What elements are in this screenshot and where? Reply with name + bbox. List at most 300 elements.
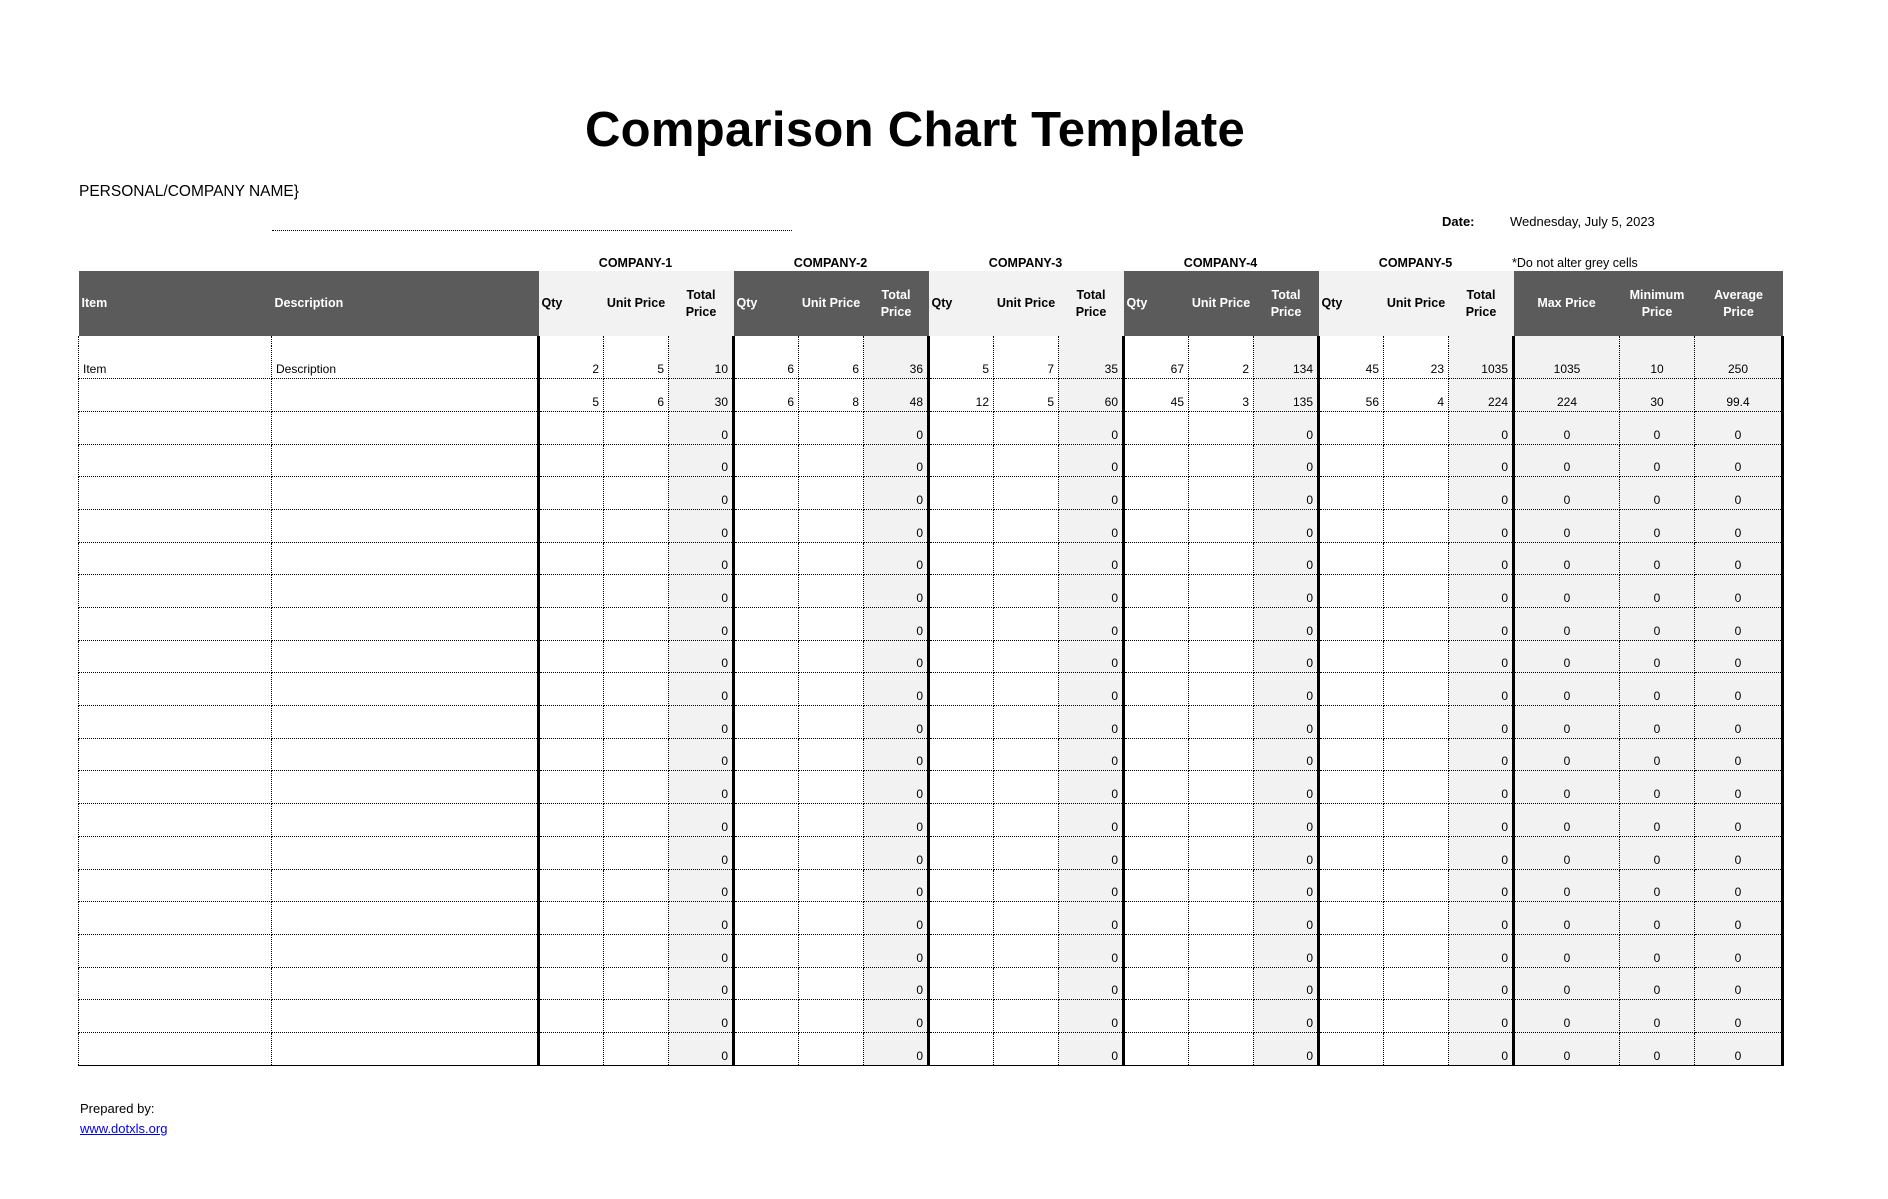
qty-cell[interactable] (1124, 771, 1189, 804)
description-cell[interactable] (272, 869, 539, 902)
total-price-cell: 0 (1059, 673, 1124, 706)
qty-cell[interactable] (929, 836, 994, 869)
item-cell[interactable] (79, 477, 272, 510)
unit-price-cell[interactable]: 5 (604, 346, 669, 379)
minimum-price-cell: 0 (1620, 444, 1695, 477)
qty-cell[interactable] (539, 640, 604, 673)
qty-cell[interactable] (539, 804, 604, 837)
qty-cell[interactable] (1319, 934, 1384, 967)
description-cell[interactable] (272, 379, 539, 412)
qty-cell[interactable] (1124, 902, 1189, 935)
qty-cell[interactable] (734, 1032, 799, 1065)
qty-cell[interactable] (1124, 706, 1189, 739)
item-cell[interactable] (79, 934, 272, 967)
unit-price-cell[interactable] (604, 902, 669, 935)
unit-price-cell[interactable] (1189, 804, 1254, 837)
date-value[interactable]: Wednesday, July 5, 2023 (1510, 214, 1655, 229)
qty-cell[interactable] (929, 869, 994, 902)
qty-cell[interactable] (734, 771, 799, 804)
unit-price-cell[interactable] (1189, 542, 1254, 575)
description-cell[interactable] (272, 673, 539, 706)
qty-cell[interactable] (734, 640, 799, 673)
unit-price-cell[interactable] (604, 444, 669, 477)
unit-price-cell[interactable] (994, 575, 1059, 608)
unit-price-cell[interactable] (604, 706, 669, 739)
table-row (79, 346, 1783, 379)
unit-price-cell[interactable] (799, 1000, 864, 1033)
max-price-cell: 0 (1514, 804, 1620, 837)
item-cell[interactable] (79, 608, 272, 641)
qty-cell[interactable] (734, 477, 799, 510)
unit-price-cell[interactable] (604, 967, 669, 1000)
unit-price-cell[interactable]: 3 (1189, 379, 1254, 412)
item-cell[interactable] (79, 706, 272, 739)
unit-price-cell[interactable] (1189, 1000, 1254, 1033)
unit-price-cell[interactable] (1384, 640, 1449, 673)
qty-cell[interactable] (1319, 1000, 1384, 1033)
item-cell[interactable] (79, 411, 272, 444)
total-price-cell: 0 (1254, 706, 1319, 739)
unit-price-cell[interactable] (1384, 902, 1449, 935)
unit-price-cell[interactable] (604, 869, 669, 902)
qty-cell[interactable] (929, 804, 994, 837)
unit-price-cell[interactable] (604, 1000, 669, 1033)
max-price-cell: 0 (1514, 477, 1620, 510)
minimum-price-cell: 0 (1620, 1032, 1695, 1065)
item-cell[interactable] (79, 836, 272, 869)
qty-cell[interactable] (539, 608, 604, 641)
unit-price-cell[interactable] (799, 411, 864, 444)
total-price-cell: 0 (669, 411, 734, 444)
qty-cell[interactable] (1124, 1000, 1189, 1033)
qty-cell[interactable] (539, 869, 604, 902)
header-qty-2: Qty (734, 271, 799, 336)
unit-price-cell[interactable] (1189, 477, 1254, 510)
total-price-cell: 0 (1449, 575, 1514, 608)
average-price-cell: 0 (1695, 804, 1783, 837)
qty-cell[interactable] (539, 411, 604, 444)
qty-cell[interactable] (539, 1000, 604, 1033)
qty-cell[interactable]: 6 (734, 346, 799, 379)
unit-price-cell[interactable] (799, 738, 864, 771)
qty-cell[interactable] (929, 1000, 994, 1033)
unit-price-cell[interactable] (1384, 771, 1449, 804)
qty-cell[interactable] (929, 411, 994, 444)
item-cell[interactable] (79, 738, 272, 771)
unit-price-cell[interactable] (799, 673, 864, 706)
qty-cell[interactable] (734, 575, 799, 608)
unit-price-cell[interactable] (799, 1032, 864, 1065)
unit-price-cell[interactable] (799, 542, 864, 575)
qty-cell[interactable] (734, 411, 799, 444)
unit-price-cell[interactable] (799, 509, 864, 542)
description-cell[interactable] (272, 836, 539, 869)
qty-cell[interactable] (1319, 509, 1384, 542)
qty-cell[interactable] (929, 902, 994, 935)
unit-price-cell[interactable] (799, 706, 864, 739)
unit-price-cell[interactable] (994, 411, 1059, 444)
qty-cell[interactable] (1319, 706, 1384, 739)
unit-price-cell[interactable] (994, 509, 1059, 542)
unit-price-cell[interactable] (994, 804, 1059, 837)
unit-price-cell[interactable]: 8 (799, 379, 864, 412)
qty-cell[interactable] (1124, 934, 1189, 967)
item-cell[interactable] (79, 902, 272, 935)
unit-price-cell[interactable] (1189, 902, 1254, 935)
qty-cell[interactable] (929, 1032, 994, 1065)
unit-price-cell[interactable] (1384, 411, 1449, 444)
description-cell[interactable] (272, 1000, 539, 1033)
qty-cell[interactable] (1319, 575, 1384, 608)
unit-price-cell[interactable] (799, 608, 864, 641)
qty-cell[interactable] (539, 934, 604, 967)
qty-cell[interactable] (1124, 411, 1189, 444)
description-cell[interactable] (272, 738, 539, 771)
unit-price-cell[interactable] (799, 836, 864, 869)
qty-cell[interactable] (734, 738, 799, 771)
unit-price-cell[interactable] (1384, 509, 1449, 542)
unit-price-cell[interactable] (799, 967, 864, 1000)
qty-cell[interactable] (1319, 673, 1384, 706)
unit-price-cell[interactable] (604, 608, 669, 641)
unit-price-cell[interactable] (994, 1032, 1059, 1065)
unit-price-cell[interactable] (1189, 575, 1254, 608)
qty-cell[interactable] (539, 1032, 604, 1065)
qty-cell[interactable] (734, 804, 799, 837)
qty-cell[interactable]: 6 (734, 379, 799, 412)
qty-cell[interactable] (929, 673, 994, 706)
unit-price-cell[interactable] (799, 640, 864, 673)
max-price-cell: 1035 (1514, 346, 1620, 379)
qty-cell[interactable] (1124, 640, 1189, 673)
item-cell[interactable] (79, 1000, 272, 1033)
unit-price-cell[interactable] (1384, 542, 1449, 575)
qty-cell[interactable]: 45 (1319, 346, 1384, 379)
description-cell[interactable] (272, 771, 539, 804)
unit-price-cell[interactable] (994, 477, 1059, 510)
total-price-cell: 0 (1254, 1032, 1319, 1065)
qty-cell[interactable] (734, 673, 799, 706)
qty-cell[interactable] (929, 738, 994, 771)
total-price-cell: 0 (864, 608, 929, 641)
unit-price-cell[interactable] (604, 836, 669, 869)
unit-price-cell[interactable] (994, 902, 1059, 935)
qty-cell[interactable] (1124, 869, 1189, 902)
unit-price-cell[interactable] (1384, 575, 1449, 608)
unit-price-cell[interactable] (604, 804, 669, 837)
qty-cell[interactable] (929, 575, 994, 608)
description-cell[interactable] (272, 477, 539, 510)
unit-price-cell[interactable] (604, 771, 669, 804)
qty-cell[interactable] (1124, 967, 1189, 1000)
qty-cell[interactable] (539, 706, 604, 739)
unit-price-cell[interactable] (1189, 1032, 1254, 1065)
unit-price-cell[interactable] (994, 934, 1059, 967)
average-price-cell: 0 (1695, 477, 1783, 510)
qty-cell[interactable] (734, 542, 799, 575)
qty-cell[interactable] (539, 477, 604, 510)
item-cell[interactable] (79, 673, 272, 706)
qty-cell[interactable] (539, 902, 604, 935)
unit-price-cell[interactable] (994, 967, 1059, 1000)
qty-cell[interactable] (539, 673, 604, 706)
item-cell[interactable] (79, 804, 272, 837)
description-cell[interactable] (272, 1032, 539, 1065)
item-cell[interactable] (79, 1032, 272, 1065)
qty-cell[interactable]: 67 (1124, 346, 1189, 379)
qty-cell[interactable] (539, 836, 604, 869)
qty-cell[interactable] (929, 640, 994, 673)
description-cell[interactable] (272, 542, 539, 575)
item-cell[interactable] (79, 575, 272, 608)
qty-cell[interactable] (929, 444, 994, 477)
unit-price-cell[interactable] (1189, 967, 1254, 1000)
qty-cell[interactable] (734, 902, 799, 935)
unit-price-cell[interactable]: 23 (1384, 346, 1449, 379)
qty-cell[interactable] (1124, 444, 1189, 477)
qty-cell[interactable] (1124, 1032, 1189, 1065)
description-cell[interactable]: Description (272, 346, 539, 379)
qty-cell[interactable] (929, 509, 994, 542)
qty-cell[interactable] (1319, 1032, 1384, 1065)
qty-cell[interactable] (929, 934, 994, 967)
unit-price-cell[interactable] (604, 542, 669, 575)
unit-price-cell[interactable]: 2 (1189, 346, 1254, 379)
unit-price-cell[interactable] (604, 673, 669, 706)
unit-price-cell[interactable] (1384, 804, 1449, 837)
unit-price-cell[interactable] (1189, 771, 1254, 804)
qty-cell[interactable] (1124, 608, 1189, 641)
qty-cell[interactable] (1319, 738, 1384, 771)
unit-price-cell[interactable] (994, 706, 1059, 739)
minimum-price-cell: 0 (1620, 640, 1695, 673)
unit-price-cell[interactable] (1384, 673, 1449, 706)
total-price-cell: 0 (864, 411, 929, 444)
unit-price-cell[interactable]: 6 (799, 346, 864, 379)
header-unit-price-5: Unit Price (1384, 271, 1449, 336)
minimum-price-cell: 0 (1620, 1000, 1695, 1033)
unit-price-cell[interactable] (604, 640, 669, 673)
qty-cell[interactable] (1319, 771, 1384, 804)
qty-cell[interactable] (539, 575, 604, 608)
unit-price-cell[interactable] (994, 444, 1059, 477)
qty-cell[interactable] (539, 542, 604, 575)
qty-cell[interactable] (539, 967, 604, 1000)
unit-price-cell[interactable] (604, 738, 669, 771)
description-cell[interactable] (272, 706, 539, 739)
qty-cell[interactable]: 2 (539, 346, 604, 379)
unit-price-cell[interactable] (994, 673, 1059, 706)
unit-price-cell[interactable] (994, 1000, 1059, 1033)
qty-cell[interactable] (1319, 542, 1384, 575)
qty-cell[interactable] (1319, 967, 1384, 1000)
unit-price-cell[interactable] (799, 771, 864, 804)
description-cell[interactable] (272, 640, 539, 673)
qty-cell[interactable] (1319, 836, 1384, 869)
unit-price-cell[interactable] (799, 575, 864, 608)
unit-price-cell[interactable] (1384, 444, 1449, 477)
unit-price-cell[interactable] (799, 934, 864, 967)
unit-price-cell[interactable]: 4 (1384, 379, 1449, 412)
unit-price-cell[interactable] (1189, 836, 1254, 869)
qty-cell[interactable]: 45 (1124, 379, 1189, 412)
unit-price-cell[interactable] (1384, 706, 1449, 739)
item-cell[interactable] (79, 542, 272, 575)
unit-price-cell[interactable] (1384, 836, 1449, 869)
unit-price-cell[interactable]: 5 (994, 379, 1059, 412)
qty-cell[interactable]: 5 (539, 379, 604, 412)
total-price-cell: 0 (1059, 509, 1124, 542)
unit-price-cell[interactable] (1189, 934, 1254, 967)
qty-cell[interactable] (734, 509, 799, 542)
unit-price-cell[interactable] (604, 575, 669, 608)
qty-cell[interactable] (734, 869, 799, 902)
unit-price-cell[interactable] (1384, 477, 1449, 510)
unit-price-cell[interactable] (1384, 869, 1449, 902)
unit-price-cell[interactable] (994, 771, 1059, 804)
description-cell[interactable] (272, 411, 539, 444)
qty-cell[interactable] (734, 1000, 799, 1033)
unit-price-cell[interactable] (1384, 967, 1449, 1000)
qty-cell[interactable]: 56 (1319, 379, 1384, 412)
qty-cell[interactable] (1124, 804, 1189, 837)
unit-price-cell[interactable] (1189, 444, 1254, 477)
website-link[interactable]: www.dotxls.org (80, 1121, 168, 1136)
unit-price-cell[interactable] (604, 509, 669, 542)
item-cell[interactable] (79, 771, 272, 804)
qty-cell[interactable] (1124, 738, 1189, 771)
qty-cell[interactable] (539, 444, 604, 477)
unit-price-cell[interactable] (994, 608, 1059, 641)
qty-cell[interactable] (539, 509, 604, 542)
qty-cell[interactable] (1319, 608, 1384, 641)
max-price-cell: 0 (1514, 902, 1620, 935)
description-cell[interactable] (272, 967, 539, 1000)
unit-price-cell[interactable] (1384, 738, 1449, 771)
qty-cell[interactable] (1124, 509, 1189, 542)
total-price-cell: 0 (864, 509, 929, 542)
total-price-cell: 0 (1449, 1032, 1514, 1065)
unit-price-cell[interactable] (994, 836, 1059, 869)
qty-cell[interactable]: 5 (929, 346, 994, 379)
qty-cell[interactable] (929, 608, 994, 641)
unit-price-cell[interactable] (799, 444, 864, 477)
unit-price-cell[interactable] (799, 804, 864, 837)
total-price-cell: 0 (1254, 1000, 1319, 1033)
item-cell[interactable] (79, 967, 272, 1000)
description-cell[interactable] (272, 575, 539, 608)
qty-cell[interactable] (929, 706, 994, 739)
unit-price-cell[interactable] (604, 411, 669, 444)
qty-cell[interactable] (539, 771, 604, 804)
item-cell[interactable] (79, 379, 272, 412)
unit-price-cell[interactable] (604, 477, 669, 510)
description-cell[interactable] (272, 804, 539, 837)
qty-cell[interactable] (929, 771, 994, 804)
qty-cell[interactable] (1319, 902, 1384, 935)
description-cell[interactable] (272, 509, 539, 542)
description-cell[interactable] (272, 902, 539, 935)
item-cell[interactable] (79, 640, 272, 673)
qty-cell[interactable] (1124, 673, 1189, 706)
unit-price-cell[interactable] (1189, 608, 1254, 641)
qty-cell[interactable] (734, 444, 799, 477)
qty-cell[interactable] (539, 738, 604, 771)
unit-price-cell[interactable]: 6 (604, 379, 669, 412)
unit-price-cell[interactable] (1189, 738, 1254, 771)
minimum-price-cell: 0 (1620, 967, 1695, 1000)
qty-cell[interactable] (1319, 640, 1384, 673)
qty-cell[interactable] (1319, 477, 1384, 510)
unit-price-cell[interactable] (799, 869, 864, 902)
unit-price-cell[interactable] (604, 1032, 669, 1065)
qty-cell[interactable] (1124, 836, 1189, 869)
unit-price-cell[interactable] (994, 738, 1059, 771)
qty-cell[interactable] (734, 608, 799, 641)
qty-cell[interactable] (734, 706, 799, 739)
description-cell[interactable] (272, 444, 539, 477)
description-cell[interactable] (272, 934, 539, 967)
qty-cell[interactable]: 12 (929, 379, 994, 412)
item-cell[interactable] (79, 869, 272, 902)
total-price-cell: 0 (1449, 738, 1514, 771)
unit-price-cell[interactable] (994, 542, 1059, 575)
item-cell[interactable] (79, 444, 272, 477)
qty-cell[interactable] (1319, 411, 1384, 444)
item-cell[interactable] (79, 509, 272, 542)
qty-cell[interactable] (1319, 804, 1384, 837)
unit-price-cell[interactable] (1384, 1032, 1449, 1065)
total-price-cell: 0 (669, 967, 734, 1000)
table-row (79, 869, 1783, 902)
unit-price-cell[interactable] (799, 902, 864, 935)
table-row (79, 575, 1783, 608)
unit-price-cell[interactable] (1384, 1000, 1449, 1033)
unit-price-cell[interactable] (1189, 869, 1254, 902)
spacer-row (79, 336, 1783, 346)
unit-price-cell[interactable] (994, 869, 1059, 902)
unit-price-cell[interactable] (1189, 706, 1254, 739)
unit-price-cell[interactable] (604, 934, 669, 967)
qty-cell[interactable] (1319, 869, 1384, 902)
unit-price-cell[interactable] (1189, 509, 1254, 542)
description-cell[interactable] (272, 608, 539, 641)
unit-price-cell[interactable]: 7 (994, 346, 1059, 379)
name-input-line[interactable] (272, 230, 792, 231)
qty-cell[interactable] (929, 542, 994, 575)
unit-price-cell[interactable] (1384, 934, 1449, 967)
qty-cell[interactable] (1124, 575, 1189, 608)
unit-price-cell[interactable] (994, 640, 1059, 673)
item-cell[interactable]: Item (79, 346, 272, 379)
qty-cell[interactable] (929, 967, 994, 1000)
qty-cell[interactable] (734, 836, 799, 869)
unit-price-cell[interactable] (799, 477, 864, 510)
unit-price-cell[interactable] (1384, 608, 1449, 641)
qty-cell[interactable] (929, 477, 994, 510)
unit-price-cell[interactable] (1189, 640, 1254, 673)
qty-cell[interactable] (734, 934, 799, 967)
unit-price-cell[interactable] (1189, 411, 1254, 444)
qty-cell[interactable] (1124, 542, 1189, 575)
average-price-cell: 0 (1695, 509, 1783, 542)
qty-cell[interactable] (1319, 444, 1384, 477)
total-price-cell: 135 (1254, 379, 1319, 412)
unit-price-cell[interactable] (1189, 673, 1254, 706)
total-price-cell: 0 (1059, 706, 1124, 739)
qty-cell[interactable] (734, 967, 799, 1000)
qty-cell[interactable] (1124, 477, 1189, 510)
